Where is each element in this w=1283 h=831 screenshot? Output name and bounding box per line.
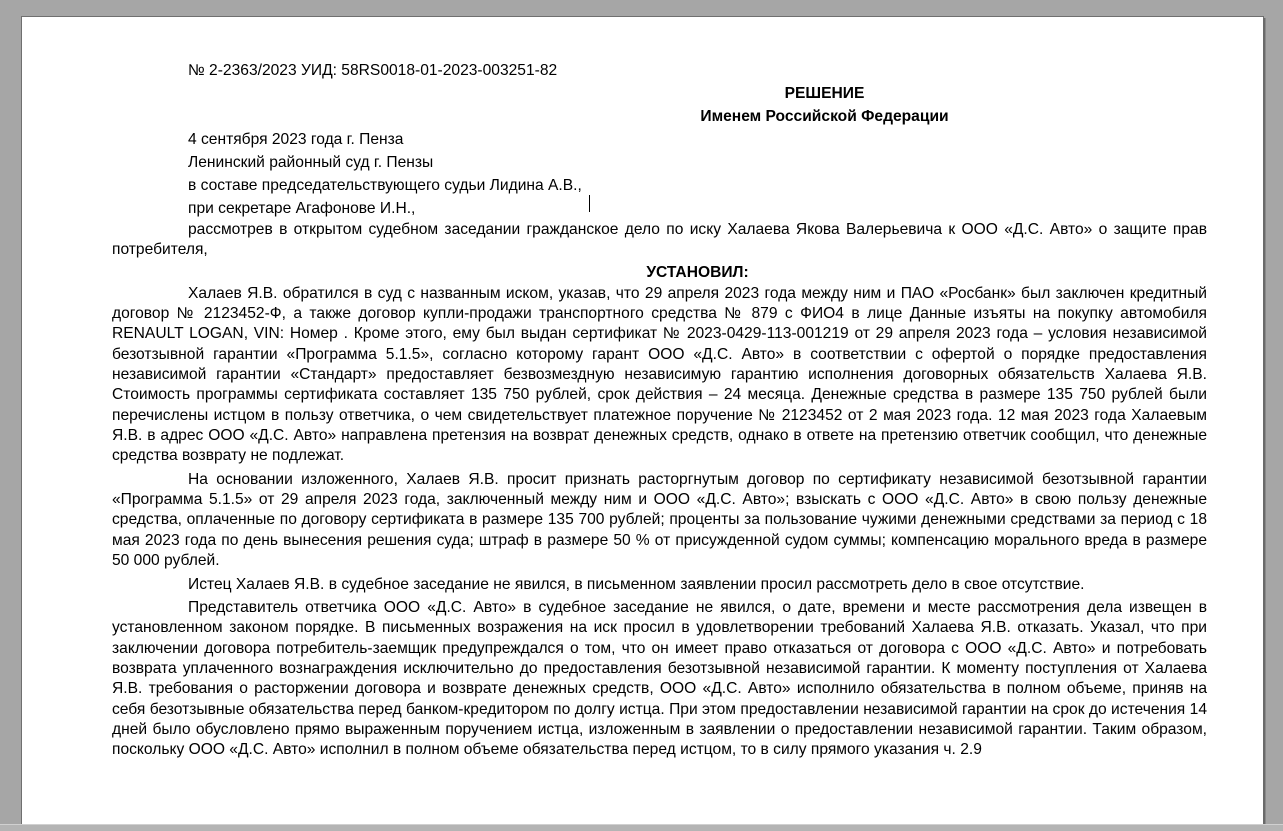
paragraph-claim: Халаев Я.В. обратился в суд с названным иском, указав, что 29 апреля 2023 года между ним и ПАО «Росбанк» был заключен кредитный договор № 2123452-Ф, а также договор купли-продажи транспортного средства № 879 с ФИО4 в лице Данные изъяты на покупку автомобиля RENAULT LOGAN, VIN: Номер . Кроме этого, ему был выдан сертификат № 2023-0429-113-001219 от 29 апреля 2023 года – условия независимой безотзывной гарантии «Программа 5.1.5», согласно которому гарант ООО «Д.С. Авто» в соответствии с офертой о порядке предоставления независимой гарантии «Стандарт» предоставляет безвозмездную независимую гарантию исполнения договорных обязательств Халаева Я.В. Стоимость программы сертификата составляет 135 750 рублей, срок действия – 24 месяца. Денежные средства в размере 135 750 рублей были перечислены истцом в пользу ответчика, о чем свидетельствует платежное поручение № 2123452 от 2 мая 2023 года. 12 мая 2023 года Халаевым Я.В. в адрес ООО «Д.С. Авто» направлена претензия на возврат денежных средств, однако в ответе на претензию ответчик сообщил, что денежные средства возврату не подлежат. [112,284,1207,465]
bottom-scroll-area[interactable] [0,824,1283,831]
document-body [112,61,1207,761]
text-cursor [589,195,590,212]
page-shadow [1263,18,1265,831]
judge-line: в составе председательствующего судьи Лидина А.В., [188,177,582,194]
paragraph-defendant-position: Представитель ответчика ООО «Д.С. Авто» в судебное заседание не явился, о дате, времени и месте рассмотрения дела извещен в установленном законом порядке. В письменных возражения на иск просил в удовлетворении требований Халаева Я.В. отказать. Указал, что при заключении договора потребитель-заемщик предупреждался о том, что он имеет право отказаться от договора с ООО «Д.С. Авто» и потребовать возврата уплаченного вознаграждения исключительно до предоставления безотзывной независимой гарантии. К моменту поступления от Халаева Я.В. требования о расторжении договора и возврате денежных средств, ООО «Д.С. Авто» исполнило обязательства в полном объеме, приняв на себя безотзывные обязательства перед банком-кредитором по долгу истца. При этом предоставлении независимой гарантии на срок до истечения 14 дней было обусловлено прямо выраженным поручением истца, изложенным в заявлении о предоставлении независимой гарантии. Таким образом, поскольку ООО «Д.С. Авто» исполнил в полном объеме обязательства перед истцом, то в силу прямого указания ч. 2.9 [112,598,1207,759]
secretary-line: при секретаре Агафонове И.Н., [188,200,416,217]
document-title: РЕШЕНИЕ [784,85,865,102]
court-name: Ленинский районный суд г. Пензы [188,154,434,171]
date-place: 4 сентября 2023 года г. Пенза [188,131,404,148]
case-number: № 2-2363/2023 УИД: 58RS0018-01-2023-003251-82 [188,62,558,79]
established-heading: УСТАНОВИЛ: [646,263,749,281]
paragraph-plaintiff-absence: Истец Халаев Я.В. в судебное заседание не явился, в письменном заявлении просил рассмотреть дело в свое отсутствие. [188,575,1085,593]
document-page[interactable] [21,16,1264,831]
intro-paragraph: рассмотрев в открытом судебном заседании гражданское дело по иску Халаева Якова Валерьевича к ООО «Д.С. Авто» о защите прав потребителя, [112,221,1207,259]
paragraph-demands: На основании изложенного, Халаев Я.В. просит признать расторгнутым договор по сертификату независимой безотзывной гарантии «Программа 5.1.5» от 29 апреля 2023 года, заключенный между ним и ООО «Д.С. Авто»; взыскать с ООО «Д.С. Авто» в свою пользу денежные средства, оплаченные по договору сертификата в размере 135 700 рублей; проценты за пользование чужими денежными средствами за период с 18 мая 2023 года по день вынесения решения суда; штраф в размере 50 % от присужденной судом суммы; компенсацию морального вреда в размере 50 000 рублей. [112,470,1207,570]
document-subtitle: Именем Российской Федерации [700,108,949,125]
